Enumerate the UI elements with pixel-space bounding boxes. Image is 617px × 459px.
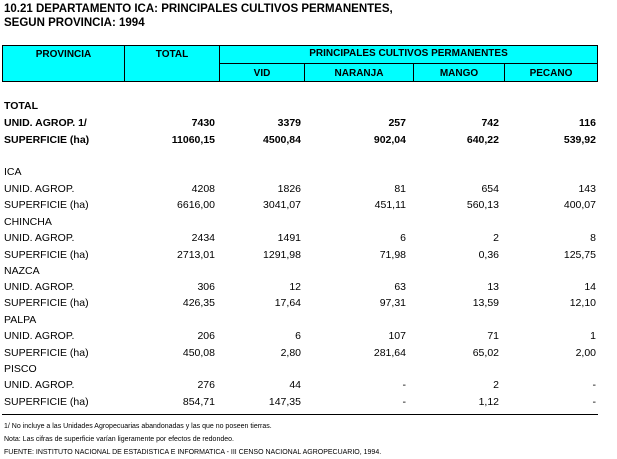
value-pecano: 8	[590, 232, 596, 244]
value-total: 4208	[191, 183, 215, 195]
title-line-1: 10.21 DEPARTAMENTO ICA: PRINCIPALES CULTIVOS PERMANENTES,	[4, 3, 393, 15]
value-total: 276	[197, 379, 215, 391]
value-total: 306	[197, 281, 215, 293]
row-label: SUPERFICIE (ha)	[4, 249, 89, 261]
header-col-naranja: NARANJA	[304, 63, 414, 82]
value-naranja: -	[402, 396, 406, 408]
row-label: UNID. AGROP.	[4, 379, 75, 391]
value-total: 854,71	[182, 396, 215, 408]
value-total: 6616,00	[177, 199, 215, 211]
value-naranja: 257	[388, 117, 406, 129]
value-pecano: 14	[584, 281, 596, 293]
row-label: SUPERFICIE (ha)	[4, 396, 89, 408]
value-mango: 13	[487, 281, 499, 293]
row-label: UNID. AGROP. 1/	[4, 117, 87, 129]
header-col-pecano: PECANO	[504, 63, 598, 82]
value-mango: 2	[493, 232, 499, 244]
value-total: 2713,01	[177, 249, 215, 261]
value-total: 426,35	[182, 297, 215, 309]
value-total: 7430	[191, 117, 215, 129]
value-pecano: -	[592, 379, 596, 391]
value-naranja: 281,64	[373, 347, 406, 359]
section-name: PALPA	[4, 314, 37, 326]
value-mango: 560,13	[466, 199, 499, 211]
footer-rule	[2, 414, 598, 415]
section-name: ICA	[4, 166, 22, 178]
value-vid: 17,64	[274, 297, 301, 309]
row-label: UNID. AGROP.	[4, 281, 75, 293]
value-mango: 65,02	[472, 347, 499, 359]
row-label: UNID. AGROP.	[4, 232, 75, 244]
value-mango: 640,22	[466, 134, 499, 146]
value-vid: 2,80	[280, 347, 301, 359]
header-col-mango: MANGO	[413, 63, 505, 82]
value-vid: 3041,07	[263, 199, 301, 211]
header-col-vid: VID	[219, 63, 305, 82]
value-pecano: 143	[578, 183, 596, 195]
value-vid: 4500,84	[263, 134, 301, 146]
value-pecano: 12,10	[569, 297, 596, 309]
footnote-1: 1/ No incluye a las Unidades Agropecuarias abandonadas y las que no poseen tierras.	[4, 423, 272, 430]
value-pecano: 400,07	[563, 199, 596, 211]
value-vid: 1491	[277, 232, 301, 244]
value-naranja: 451,11	[374, 199, 406, 211]
value-vid: 44	[289, 379, 301, 391]
title-line-2: SEGUN PROVINCIA: 1994	[4, 17, 145, 29]
value-pecano: 125,75	[563, 249, 596, 261]
value-total: 11060,15	[171, 134, 215, 146]
row-label: SUPERFICIE (ha)	[4, 297, 89, 309]
value-pecano: 116	[579, 117, 596, 129]
value-mango: 1,12	[478, 396, 499, 408]
header-total: TOTAL	[124, 45, 220, 82]
value-naranja: 107	[388, 330, 406, 342]
value-pecano: 1	[590, 330, 596, 342]
value-total: 2434	[191, 232, 215, 244]
value-mango: 2	[493, 379, 499, 391]
footnote-source: FUENTE: INSTITUTO NACIONAL DE ESTADISTICA E INFORMATICA - III CENSO NACIONAL AGROPECUARIO, 1994.	[4, 449, 382, 456]
row-label: UNID. AGROP.	[4, 183, 75, 195]
value-mango: 13,59	[472, 297, 499, 309]
value-vid: 3379	[277, 117, 301, 129]
value-mango: 742	[481, 117, 499, 129]
value-mango: 71	[487, 330, 499, 342]
value-naranja: 6	[400, 232, 406, 244]
row-label: UNID. AGROP.	[4, 330, 75, 342]
value-naranja: 97,31	[379, 297, 406, 309]
section-name: CHINCHA	[4, 216, 52, 228]
header-group: PRINCIPALES CULTIVOS PERMANENTES	[219, 45, 598, 64]
section-name: TOTAL	[4, 100, 39, 112]
row-label: SUPERFICIE (ha)	[4, 134, 90, 146]
value-naranja: 81	[394, 183, 406, 195]
value-vid: 1291,98	[263, 249, 301, 261]
value-vid: 12	[289, 281, 301, 293]
row-label: SUPERFICIE (ha)	[4, 347, 89, 359]
footnote-note: Nota: Las cifras de superficie varían ligeramente por efectos de redondeo.	[4, 436, 234, 443]
value-vid: 147,35	[268, 396, 301, 408]
value-total: 206	[197, 330, 215, 342]
header-provincia: PROVINCIA	[2, 45, 125, 82]
value-pecano: 539,92	[563, 134, 596, 146]
value-mango: 654	[481, 183, 499, 195]
section-name: NAZCA	[4, 265, 40, 277]
value-vid: 6	[295, 330, 301, 342]
value-mango: 0,36	[478, 249, 499, 261]
value-naranja: 63	[394, 281, 406, 293]
value-vid: 1826	[277, 183, 301, 195]
value-pecano: -	[592, 396, 596, 408]
value-naranja: 71,98	[379, 249, 406, 261]
value-total: 450,08	[182, 347, 215, 359]
value-naranja: 902,04	[373, 134, 406, 146]
value-naranja: -	[402, 379, 406, 391]
value-pecano: 2,00	[575, 347, 596, 359]
section-name: PISCO	[4, 363, 37, 375]
row-label: SUPERFICIE (ha)	[4, 199, 89, 211]
table-title	[4, 2, 393, 30]
